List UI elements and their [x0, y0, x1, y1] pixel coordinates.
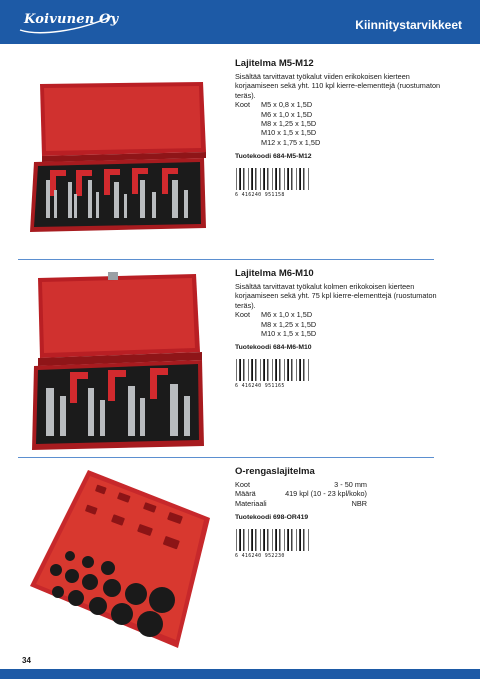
- product-description: Sisältää tarvittavat työkalut kolmen erikokoisen kierteen korjaamiseen sekä yht. 75 kpl kierre-elementtejä (ruostumaton teräs).: [235, 282, 437, 310]
- section-divider: [18, 259, 434, 260]
- size-item: M5 x 0,8 x 1,5D: [261, 100, 313, 110]
- ean-number: 6 416240 951158: [235, 191, 285, 198]
- product-code: Tuotekoodi 684-M6-M10: [235, 344, 312, 352]
- ean-number: 6 416240 952230: [235, 552, 285, 559]
- spec-value: NBR: [351, 498, 367, 508]
- sizes-label: Koot: [235, 100, 251, 110]
- size-list: [235, 310, 445, 338]
- section-title: Kiinnitystarvikkeet: [355, 18, 462, 32]
- product-m6-m10: [235, 268, 445, 391]
- barcode-icon: [235, 168, 313, 190]
- ean-number: 6 416240 951165: [235, 382, 285, 389]
- barcode: [235, 359, 313, 391]
- size-list: [235, 100, 445, 147]
- product-description: Sisältää tarvittavat työkalut viiden erikokoisen kierteen korjaamiseen sekä yht. 110 kpl kierre-elementtejä (ruostumaton teräs).: [235, 72, 441, 100]
- size-item: M8 x 1,25 x 1,5D: [261, 319, 317, 329]
- footer-bar: [0, 669, 480, 679]
- brand-name: Koivunen Oy: [24, 12, 119, 27]
- size-item: M10 x 1,5 x 1,5D: [261, 128, 317, 138]
- spec-label: Materiaali: [235, 498, 267, 508]
- section-divider: [18, 457, 434, 458]
- product-title: Lajitelma M5-M12: [235, 58, 314, 69]
- spec-value: 419 kpl (10 - 23 kpl/koko): [285, 489, 367, 499]
- spec-list: [235, 480, 445, 508]
- barcode: [235, 168, 313, 200]
- size-item: M12 x 1,75 x 1,5D: [261, 137, 321, 147]
- product-code: Tuotekoodi 684-M5-M12: [235, 153, 312, 161]
- barcode-icon: [235, 529, 313, 551]
- spec-label: Määrä: [235, 489, 256, 499]
- product-code: Tuotekoodi 698-OR419: [235, 514, 309, 522]
- size-item: M10 x 1,5 x 1,5D: [261, 329, 317, 339]
- barcode: [235, 529, 313, 561]
- sizes-label: Koot: [235, 310, 251, 320]
- spec-label: Koot: [235, 480, 251, 489]
- product-o-ring-assortment: [235, 466, 445, 561]
- product-title: O-rengaslajitelma: [235, 466, 315, 477]
- spec-value: 3 - 50 mm: [334, 480, 367, 489]
- product-title: Lajitelma M6-M10: [235, 268, 314, 279]
- product-image-m5-m12-kit: [28, 78, 208, 234]
- product-image-m6-m10-kit: [30, 270, 206, 452]
- barcode-icon: [235, 359, 313, 381]
- product-m5-m12: [235, 58, 445, 200]
- size-item: M6 x 1,0 x 1,5D: [261, 310, 313, 320]
- size-item: M8 x 1,25 x 1,5D: [261, 119, 317, 129]
- page-header: [0, 0, 480, 44]
- product-image-o-ring-kit: [28, 466, 214, 652]
- page-number: 34: [22, 656, 31, 665]
- size-item: M6 x 1,0 x 1,5D: [261, 109, 313, 119]
